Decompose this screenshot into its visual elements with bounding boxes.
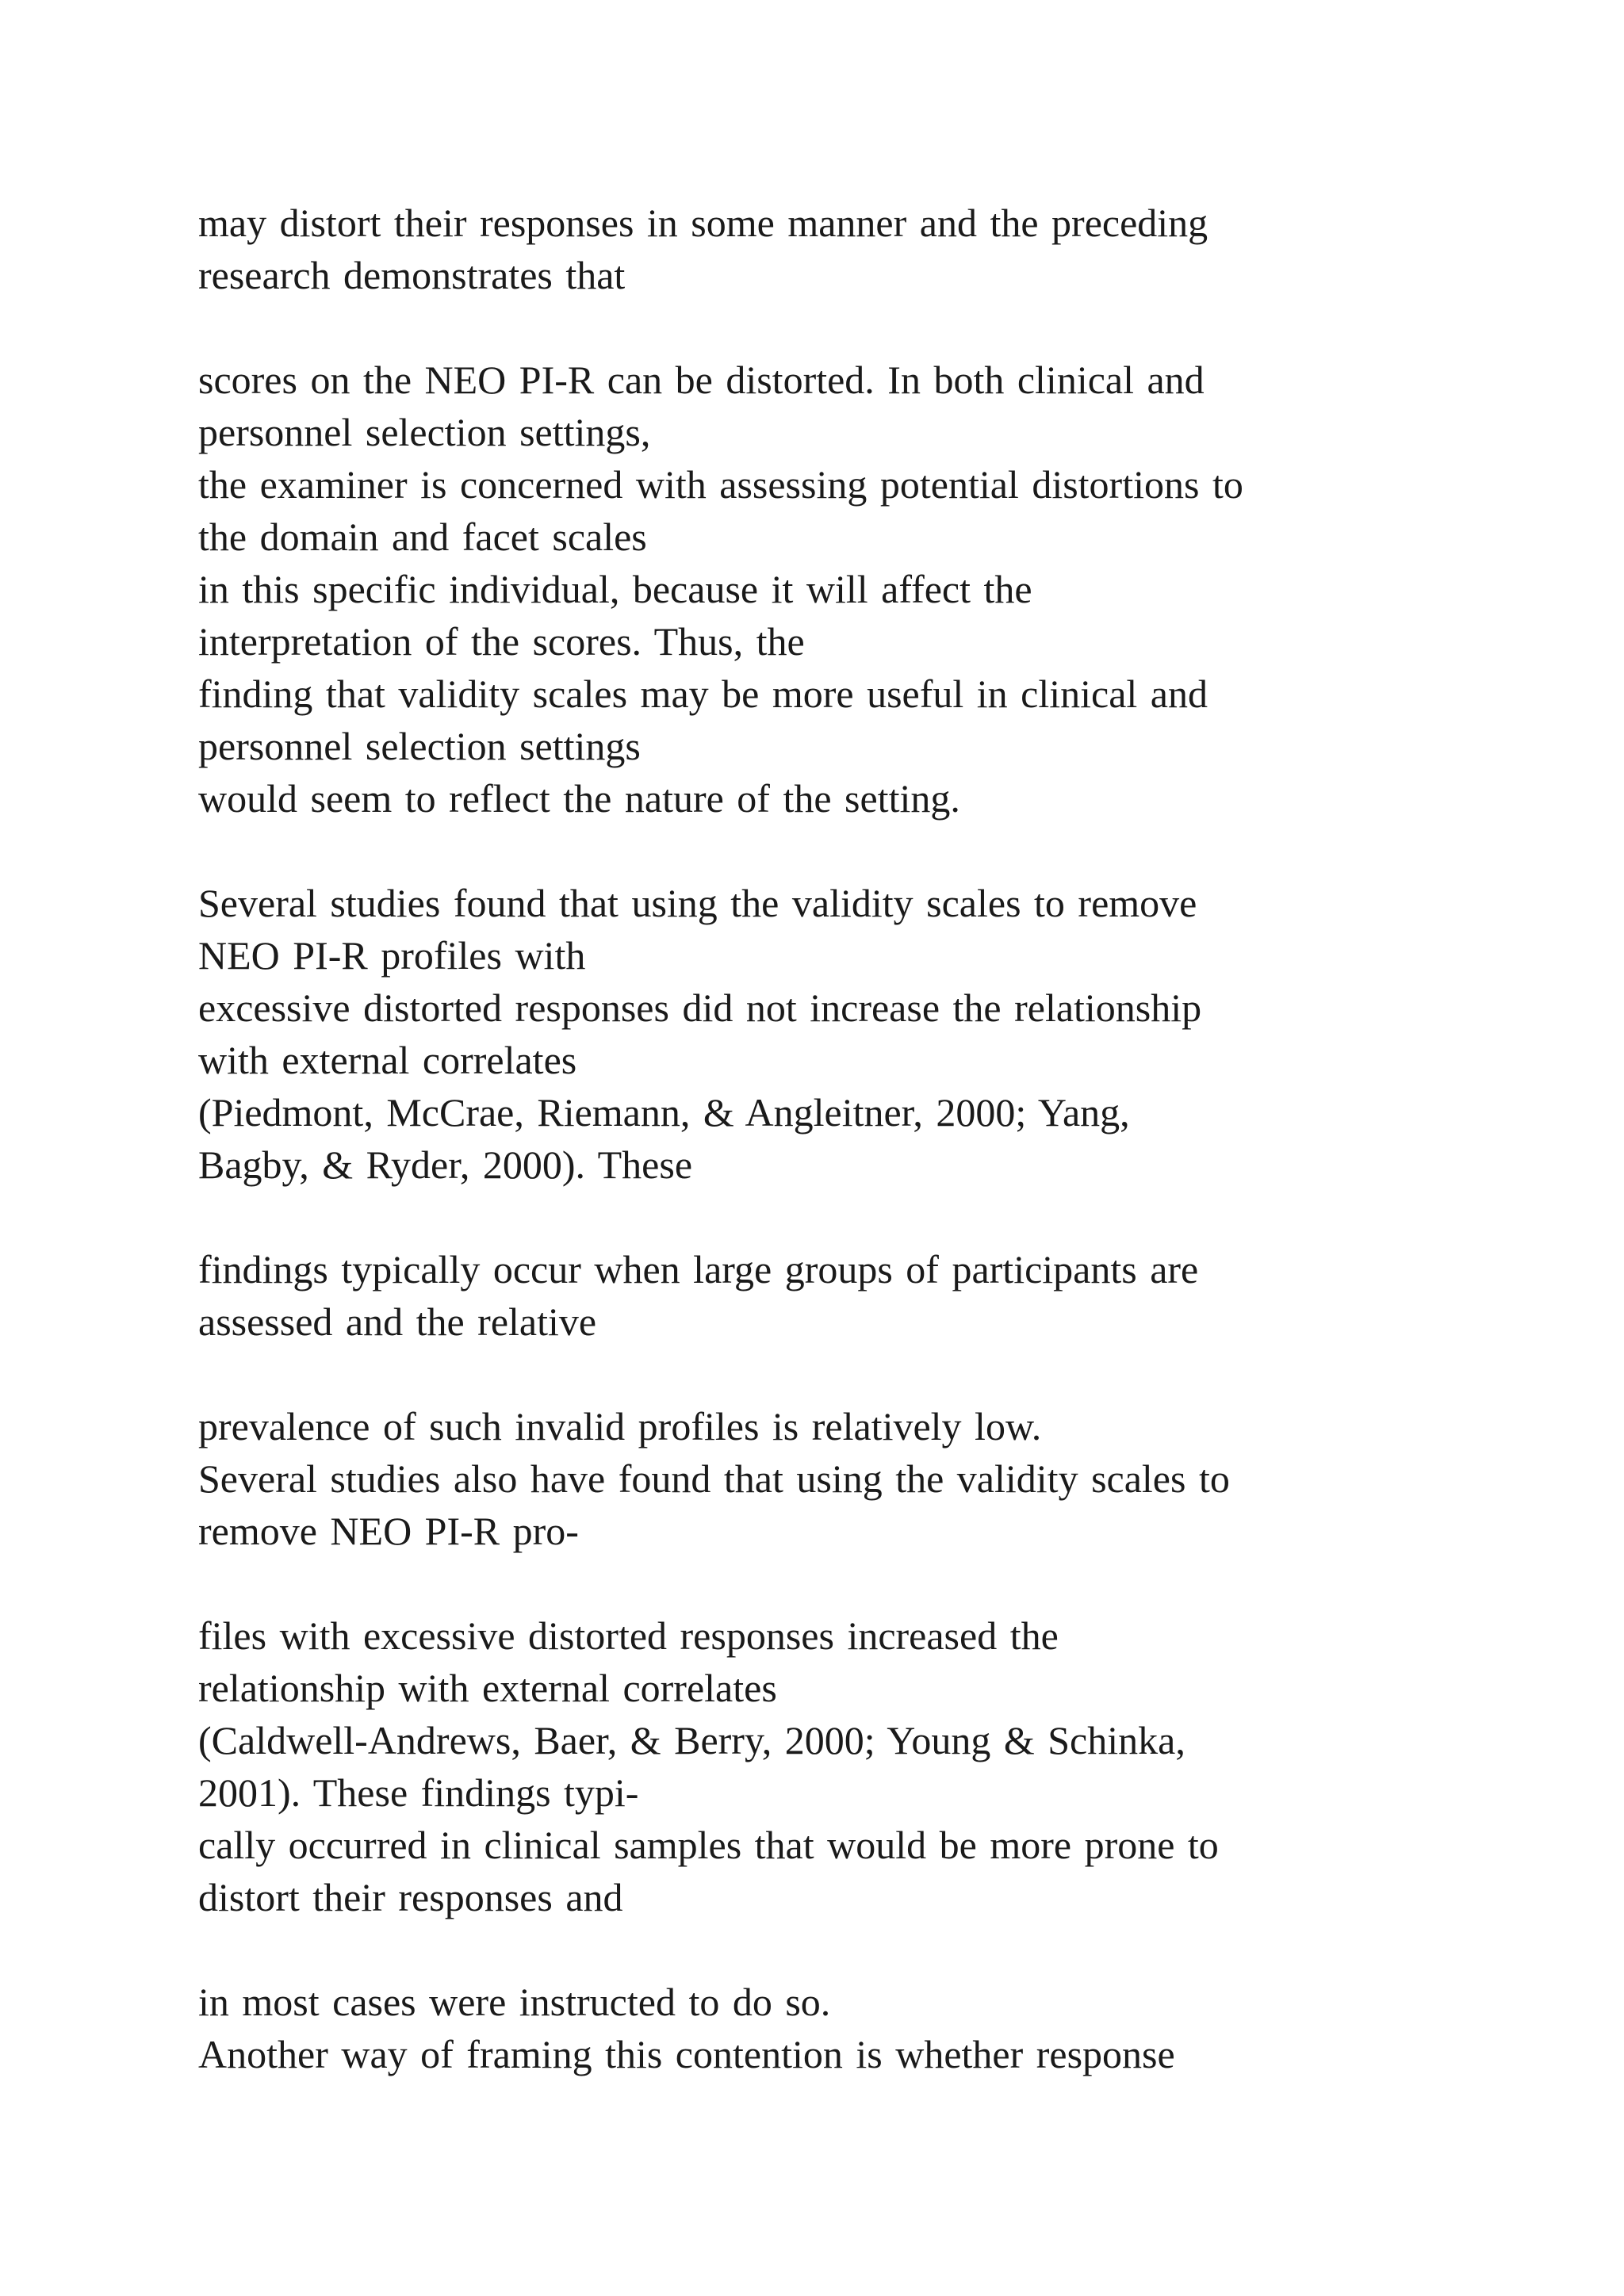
text-line: personnel selection settings [198, 724, 641, 768]
text-line: would seem to reflect the nature of the setting. [198, 776, 960, 821]
paragraph-gap [198, 1557, 1483, 1609]
text-line: assessed and the relative [198, 1299, 597, 1344]
text-line: in most cases were instructed to do so. [198, 1980, 831, 2024]
text-line: Several studies found that using the validity scales to remove [198, 881, 1197, 925]
paragraph-gap [198, 1923, 1483, 1976]
text-line: with external correlates [198, 1038, 577, 1082]
text-line: scores on the NEO PI-R can be distorted. In both clinical and [198, 358, 1205, 402]
paragraph-gap [198, 825, 1483, 877]
paragraph-gap [198, 1348, 1483, 1400]
text-line: cally occurred in clinical samples that would be more prone to [198, 1823, 1219, 1867]
text-line: Another way of framing this contention is whether response [198, 2032, 1175, 2076]
text-line: NEO PI-R profiles with [198, 933, 586, 978]
text-line: relationship with external correlates [198, 1666, 777, 1710]
text-line: distort their responses and [198, 1875, 623, 1919]
text-line: remove NEO PI-R pro- [198, 1509, 579, 1553]
paragraph-gap [198, 301, 1483, 354]
text-line: files with excessive distorted responses increased the [198, 1613, 1059, 1658]
text-line: 2001). These findings typi- [198, 1770, 639, 1815]
text-line: (Caldwell-Andrews, Baer, & Berry, 2000; Young & Schinka, [198, 1718, 1185, 1762]
text-line: may distort their responses in some manner and the preceding [198, 201, 1208, 245]
text-line: interpretation of the scores. Thus, the [198, 619, 805, 664]
text-line: in this specific individual, because it will affect the [198, 567, 1032, 611]
text-line: findings typically occur when large groups of participants are [198, 1247, 1199, 1292]
text-line: prevalence of such invalid profiles is relatively low. [198, 1404, 1042, 1448]
text-line: excessive distorted responses did not increase the relationship [198, 985, 1202, 1030]
text-line: (Piedmont, McCrae, Riemann, & Angleitner, 2000; Yang, [198, 1090, 1130, 1135]
body-text [198, 197, 1483, 2080]
text-line: personnel selection settings, [198, 410, 651, 454]
text-line: Bagby, & Ryder, 2000). These [198, 1142, 693, 1187]
paragraph-gap [198, 1191, 1483, 1243]
text-line: research demonstrates that [198, 253, 626, 297]
text-line: the examiner is concerned with assessing potential distortions to [198, 462, 1243, 507]
text-line: Several studies also have found that using the validity scales to [198, 1456, 1230, 1501]
text-line: the domain and facet scales [198, 515, 647, 559]
text-line: finding that validity scales may be more useful in clinical and [198, 672, 1208, 716]
